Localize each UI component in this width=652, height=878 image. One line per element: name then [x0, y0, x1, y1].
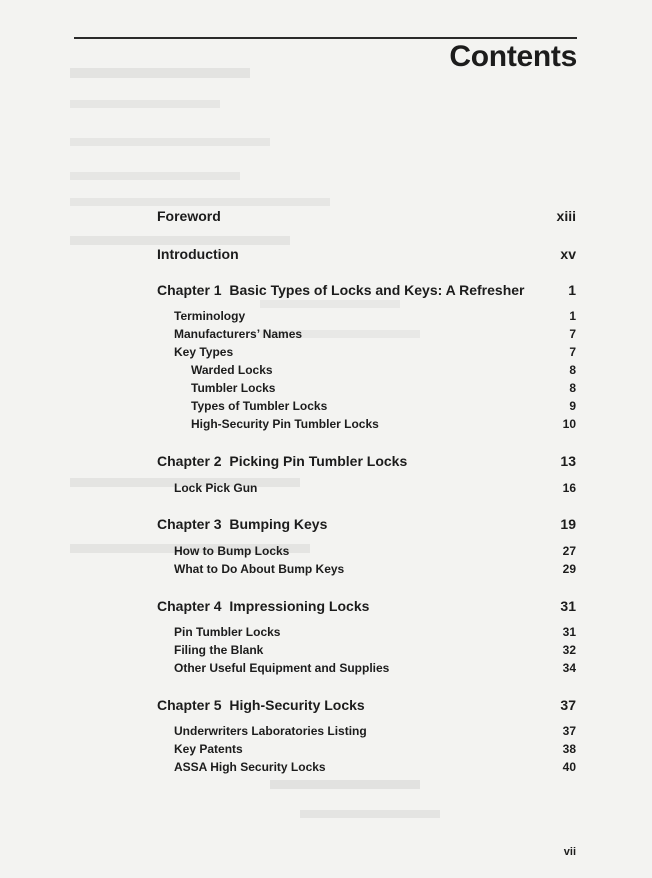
toc-entry[interactable]: [157, 246, 576, 262]
toc-entry-page: 37: [560, 697, 576, 713]
toc-entry-page: 31: [560, 598, 576, 614]
page-number: vii: [563, 846, 576, 858]
toc-entry-title: Chapter 3 Bumping Keys: [157, 516, 328, 532]
toc-entry-page: 34: [562, 661, 576, 675]
toc-entry-page: 29: [562, 562, 576, 576]
toc-entry-page: 8: [569, 363, 576, 377]
toc-entry[interactable]: [191, 363, 576, 377]
toc-entry-page: 40: [562, 760, 576, 774]
toc-entry-title: ASSA High Security Locks: [174, 760, 326, 774]
toc-entry[interactable]: [157, 598, 576, 614]
toc-entry-title: Terminology: [174, 309, 246, 323]
toc-entry-page: xiii: [556, 208, 576, 224]
toc-entry[interactable]: [191, 381, 576, 395]
toc-entry-title: Chapter 5 High-Security Locks: [157, 697, 365, 713]
toc-entry[interactable]: [174, 481, 576, 495]
toc-entry-title: What to Do About Bump Keys: [174, 562, 345, 576]
page-title: Contents: [449, 40, 577, 73]
toc-entry-page: 27: [562, 544, 576, 558]
toc-entry[interactable]: [174, 327, 576, 341]
toc-entry-title: Underwriters Laboratories Listing: [174, 724, 367, 738]
toc-entry-page: 1: [569, 309, 576, 323]
toc-entry-page: xv: [560, 246, 576, 262]
header-rule: [74, 37, 577, 39]
toc-entry[interactable]: [174, 742, 576, 756]
toc-entry-page: 38: [562, 742, 576, 756]
toc-entry-page: 37: [562, 724, 576, 738]
toc-entry-title: Other Useful Equipment and Supplies: [174, 661, 390, 675]
toc-entry-title: Pin Tumbler Locks: [174, 625, 281, 639]
toc-entry-page: 16: [562, 481, 576, 495]
toc-entry-title: Chapter 2 Picking Pin Tumbler Locks: [157, 453, 408, 469]
toc-entry-title: Lock Pick Gun: [174, 481, 258, 495]
toc-entry-title: Introduction: [157, 246, 239, 262]
toc-entry[interactable]: [174, 724, 576, 738]
toc-entry-title: Chapter 1 Basic Types of Locks and Keys: A Refresher: [157, 282, 525, 298]
toc-entry-page: 32: [562, 643, 576, 657]
toc-entry[interactable]: [157, 282, 576, 298]
toc-entry[interactable]: [157, 516, 576, 532]
toc-entry-page: 31: [562, 625, 576, 639]
toc-entry[interactable]: [174, 345, 576, 359]
toc-entry-page: 10: [562, 417, 576, 431]
toc-entry-page: 19: [560, 516, 576, 532]
toc-entry-title: Chapter 4 Impressioning Locks: [157, 598, 370, 614]
toc-entry[interactable]: [191, 399, 576, 413]
toc-entry-title: Key Types: [174, 345, 234, 359]
toc-entry-page: 7: [569, 345, 576, 359]
toc-entry[interactable]: [174, 643, 576, 657]
toc-entry-page: 7: [569, 327, 576, 341]
toc-entry[interactable]: [174, 760, 576, 774]
toc-entry[interactable]: [174, 625, 576, 639]
toc-entry-title: Warded Locks: [191, 363, 273, 377]
toc-entry[interactable]: [174, 544, 576, 558]
toc-entry[interactable]: [157, 697, 576, 713]
toc-entry[interactable]: [157, 208, 576, 224]
toc-entry-page: 8: [569, 381, 576, 395]
toc-entry-page: 9: [569, 399, 576, 413]
toc-entry[interactable]: [174, 309, 576, 323]
toc-entry[interactable]: [174, 562, 576, 576]
toc-entry[interactable]: [174, 661, 576, 675]
toc-entry[interactable]: [191, 417, 576, 431]
toc-entry-page: 1: [568, 282, 576, 298]
toc-entry-title: Types of Tumbler Locks: [191, 399, 328, 413]
toc-entry-title: High-Security Pin Tumbler Locks: [191, 417, 379, 431]
toc-entry-title: Key Patents: [174, 742, 243, 756]
toc-entry-title: Tumbler Locks: [191, 381, 276, 395]
toc-entry-title: Filing the Blank: [174, 643, 264, 657]
toc-entry[interactable]: [157, 453, 576, 469]
toc-entry-title: Manufacturers’ Names: [174, 327, 303, 341]
toc-entry-title: Foreword: [157, 208, 221, 224]
toc-entry-page: 13: [560, 453, 576, 469]
toc-entry-title: How to Bump Locks: [174, 544, 290, 558]
